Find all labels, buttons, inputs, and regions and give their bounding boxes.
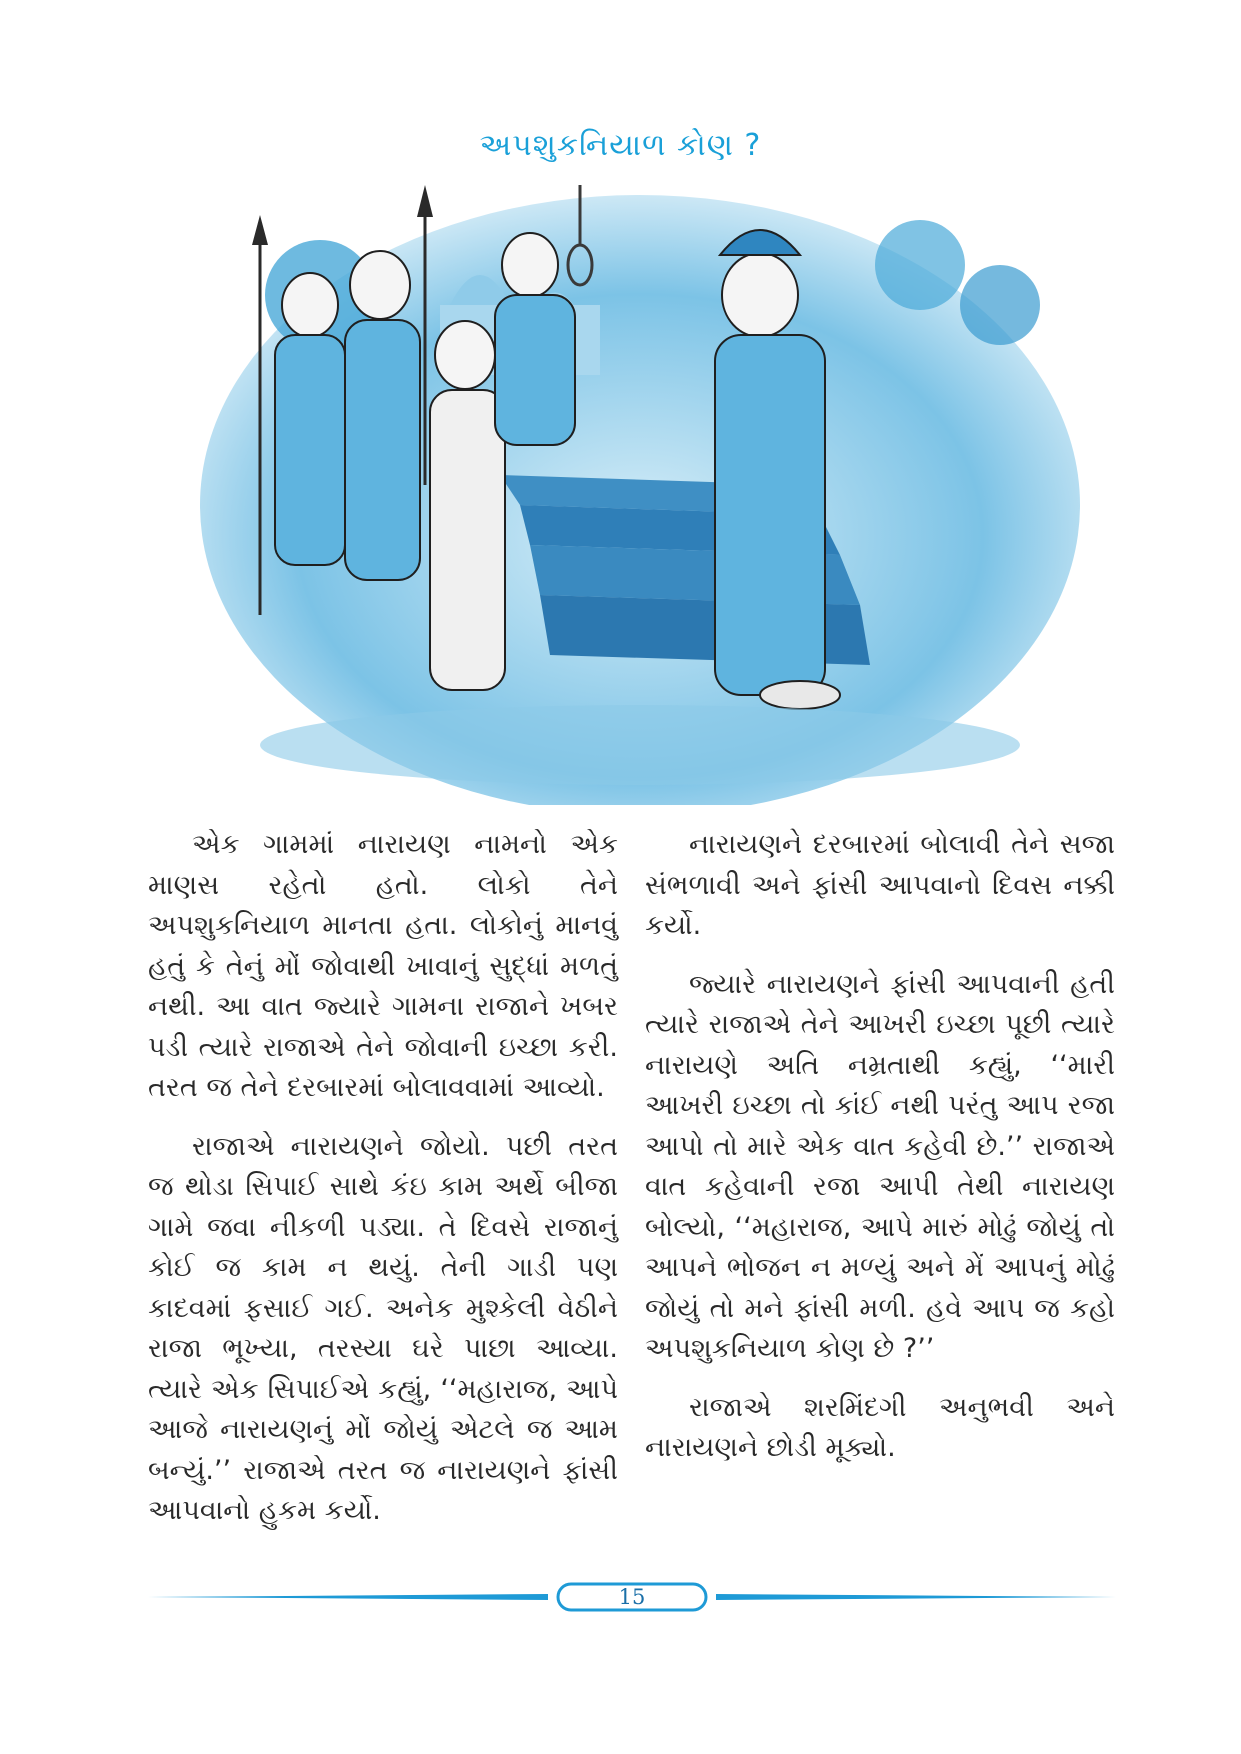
story-illustration [200,185,1080,805]
paragraph: રાજાએ નારાયણને જોયો. પછી તરત જ થોડા સિપાઈ સાથે કંઇ કામ અર્થે બીજા ગામે જવા નીકળી પડ્યા. તે દિવસે રાજાનું કોઈ જ કામ ન થયું. તેની ગાડી પણ કાદવમાં ફસાઈ ગઈ. અનેક મુશ્કેલી વેઠીને રાજા ભૂખ્યા, તરસ્યા ઘરે પાછા આવ્યા. ત્યારે એક સિપાઈએ કહ્યું, ‘‘મહારાજ, આપે આજે નારાયણનું મોં જોયું એટલે જ આમ બન્યું.’’ રાજાએ તરત જ નારાયણને ફાંસી આપવાનો હુકમ કર્યો. [148,1130,618,1526]
page-number: 15 [618,1585,646,1609]
paragraph: નારાયણને દરબારમાં બોલાવી તેને સજા સંભળાવી અને ફાંસી આપવાનો દિવસ નક્કી કર્યો. [645,829,1115,941]
paragraph: રાજાએ શરમિંદગી અનુભવી અને નારાયણને છોડી મૂક્યો. [645,1391,1115,1463]
paragraph: જ્યારે નારાયણને ફાંસી આપવાની હતી ત્યારે રાજાએ તેને આખરી ઇચ્છા પૂછી ત્યારે નારાયણે અતિ નમ્રતાથી કહ્યું, ‘‘મારી આખરી ઇચ્છા તો કાંઈ નથી પરંતુ આપ રજા આપો તો મારે એક વાત કહેવી છે.’’ રાજાએ વાત કહેવાની રજા આપી તેથી નારાયણ બોલ્યો, ‘‘મહારાજ, આપે મારું મોઢું જોયું તો આપને ભોજન ન મળ્યું અને મેં આપનું મોઢું જોયું તો મને ફાંસી મળી. હવે આપ જ કહો અપશુકનિયાળ કોણ છે ?’’ [645,968,1115,1364]
king-court-scene-illustration-icon [200,185,1080,805]
page-title: અપશુકનિયાળ કોણ ? [479,128,762,163]
page-footer [148,1582,1116,1612]
text-column-left [148,825,618,1550]
text-column-right [645,825,1115,1487]
paragraph: એક ગામમાં નારાયણ નામનો એક માણસ રહેતો હતો. લોકો તેને અપશુકનિયાળ માનતા હતા. લોકોનું માનવું હતું કે તેનું મોં જોવાથી ખાવાનું સુદ્ધાં મળતું નથી. આ વાત જ્યારે ગામના રાજાને ખબર પડી ત્યારે રાજાએ તેને જોવાની ઇચ્છા કરી. તરત જ તેને દરબારમાં બોલાવવામાં આવ્યો. [148,829,618,1103]
